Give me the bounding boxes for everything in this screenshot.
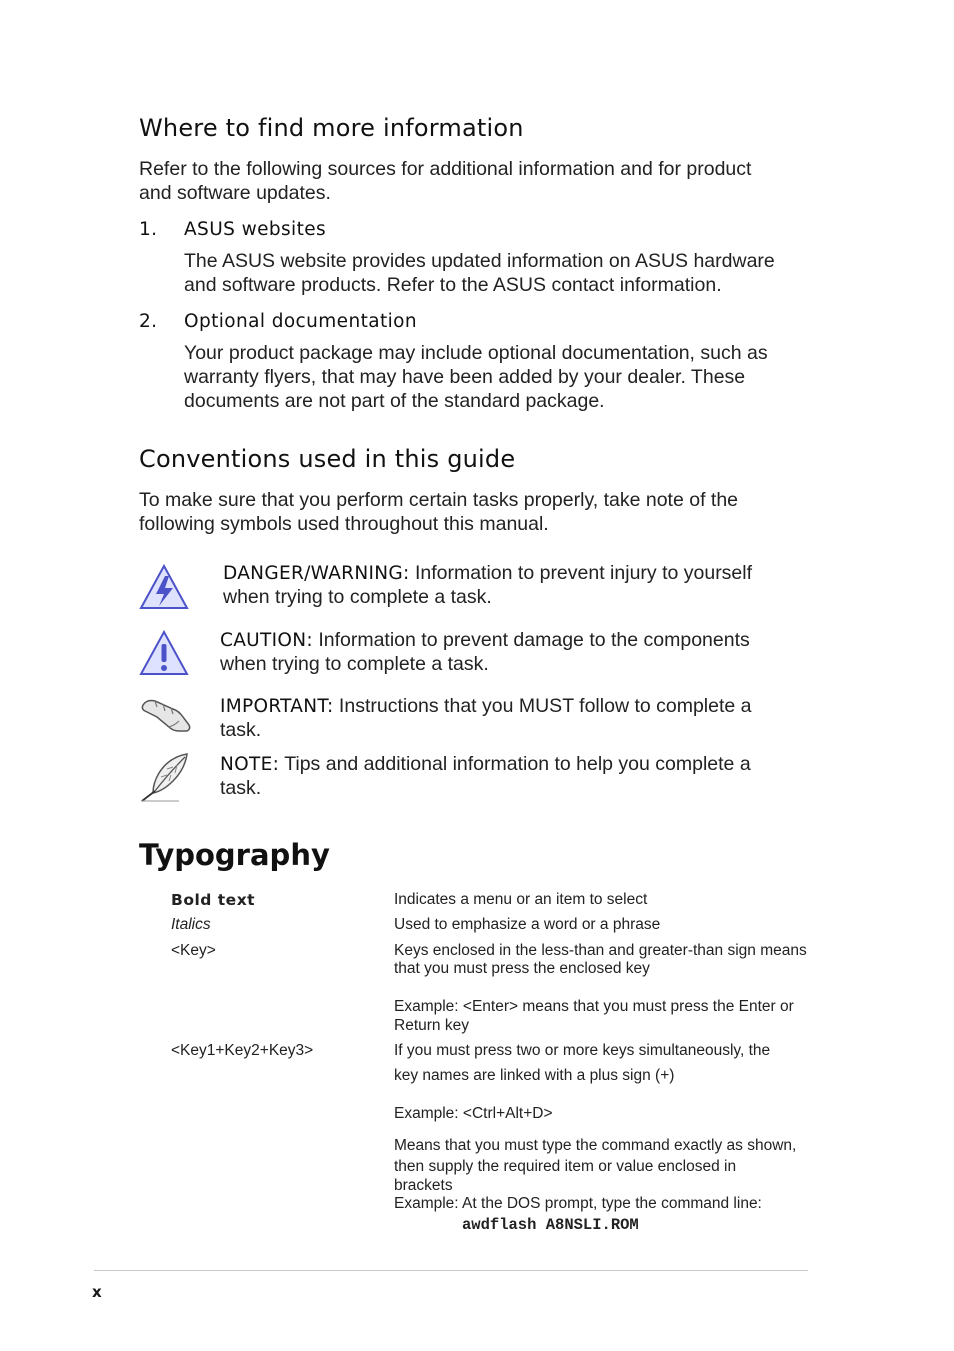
list-item-body: Your product package may include optional documentation, such as bbox=[184, 342, 768, 364]
notice-text-caution: when trying to complete a task. bbox=[220, 653, 489, 675]
footer-divider bbox=[94, 1270, 808, 1271]
typography-desc: then supply the required item or value enclosed in bbox=[394, 1158, 737, 1175]
typography-desc: brackets bbox=[394, 1177, 453, 1194]
list-item-title bbox=[139, 219, 326, 240]
list-item-body: warranty flyers, that may have been added by your dealer. These bbox=[184, 366, 746, 388]
list-item-body: and software products. Refer to the ASUS contact information. bbox=[184, 274, 722, 296]
notice-text-note: task. bbox=[220, 777, 262, 799]
notice-label-caution: CAUTION: bbox=[220, 630, 313, 651]
typography-desc: key names are linked with a plus sign (+) bbox=[394, 1067, 675, 1084]
notice-label-important: IMPORTANT: bbox=[220, 696, 334, 717]
list-item-label: ASUS websites bbox=[184, 219, 327, 240]
list-item-body: documents are not part of the standard package. bbox=[184, 390, 605, 412]
notice-label-danger: DANGER/WARNING: bbox=[223, 563, 410, 584]
typography-desc: Example: At the DOS prompt, type the command line: bbox=[394, 1195, 762, 1212]
section-heading-conventions: Conventions used in this guide bbox=[139, 445, 516, 473]
typography-desc: Used to emphasize a word or a phrase bbox=[394, 916, 661, 933]
command-example: awdflash A8NSLI.ROM bbox=[462, 1216, 639, 1234]
list-item-label: Optional documentation bbox=[184, 311, 418, 332]
typography-desc: Indicates a menu or an item to select bbox=[394, 891, 648, 908]
typography-desc: Return key bbox=[394, 1017, 469, 1034]
section-intro-line: and software updates. bbox=[139, 182, 331, 204]
section-intro-line: following symbols used throughout this manual. bbox=[139, 513, 549, 535]
typography-desc: Example: <Ctrl+Alt+D> bbox=[394, 1105, 553, 1122]
section-heading-more-info: Where to find more information bbox=[139, 114, 524, 142]
typography-desc: that you must press the enclosed key bbox=[394, 960, 650, 977]
list-item-number: 1. bbox=[139, 219, 158, 240]
section-intro-line: To make sure that you perform certain tasks properly, take note of the bbox=[139, 489, 739, 511]
typography-desc: Keys enclosed in the less-than and greater-than sign means bbox=[394, 942, 807, 959]
notice-text-important: IMPORTANT: Instructions that you MUST follow to complete a bbox=[220, 695, 752, 717]
list-item-body: The ASUS website provides updated information on ASUS hardware bbox=[184, 250, 775, 272]
typography-term: Bold text bbox=[171, 891, 256, 909]
notice-text-danger: DANGER/WARNING: Information to prevent injury to yourself bbox=[223, 562, 753, 584]
danger-warning-icon bbox=[139, 562, 191, 614]
typography-desc: Example: <Enter> means that you must press the Enter or bbox=[394, 998, 794, 1015]
typography-term: <Key> bbox=[171, 942, 216, 959]
section-heading-typography: Typography bbox=[139, 838, 330, 872]
list-item-title bbox=[139, 311, 417, 332]
typography-term: Italics bbox=[171, 916, 211, 933]
notice-text-important: task. bbox=[220, 719, 262, 741]
important-hand-icon bbox=[139, 695, 193, 735]
typography-desc: If you must press two or more keys simultaneously, the bbox=[394, 1042, 771, 1059]
typography-desc: Means that you must type the command exactly as shown, bbox=[394, 1137, 797, 1154]
section-intro-line: Refer to the following sources for additional information and for product bbox=[139, 158, 752, 180]
note-feather-icon bbox=[139, 751, 193, 805]
page-number: x bbox=[92, 1283, 102, 1301]
notice-label-note: NOTE: bbox=[220, 754, 280, 775]
typography-term: <Key1+Key2+Key3> bbox=[171, 1042, 314, 1059]
caution-icon bbox=[139, 628, 191, 680]
notice-text-note: NOTE: Tips and additional information to help you complete a bbox=[220, 753, 751, 775]
notice-text-danger: when trying to complete a task. bbox=[223, 586, 492, 608]
list-item-number: 2. bbox=[139, 311, 158, 332]
notice-text-caution: CAUTION: Information to prevent damage to the components bbox=[220, 629, 750, 651]
